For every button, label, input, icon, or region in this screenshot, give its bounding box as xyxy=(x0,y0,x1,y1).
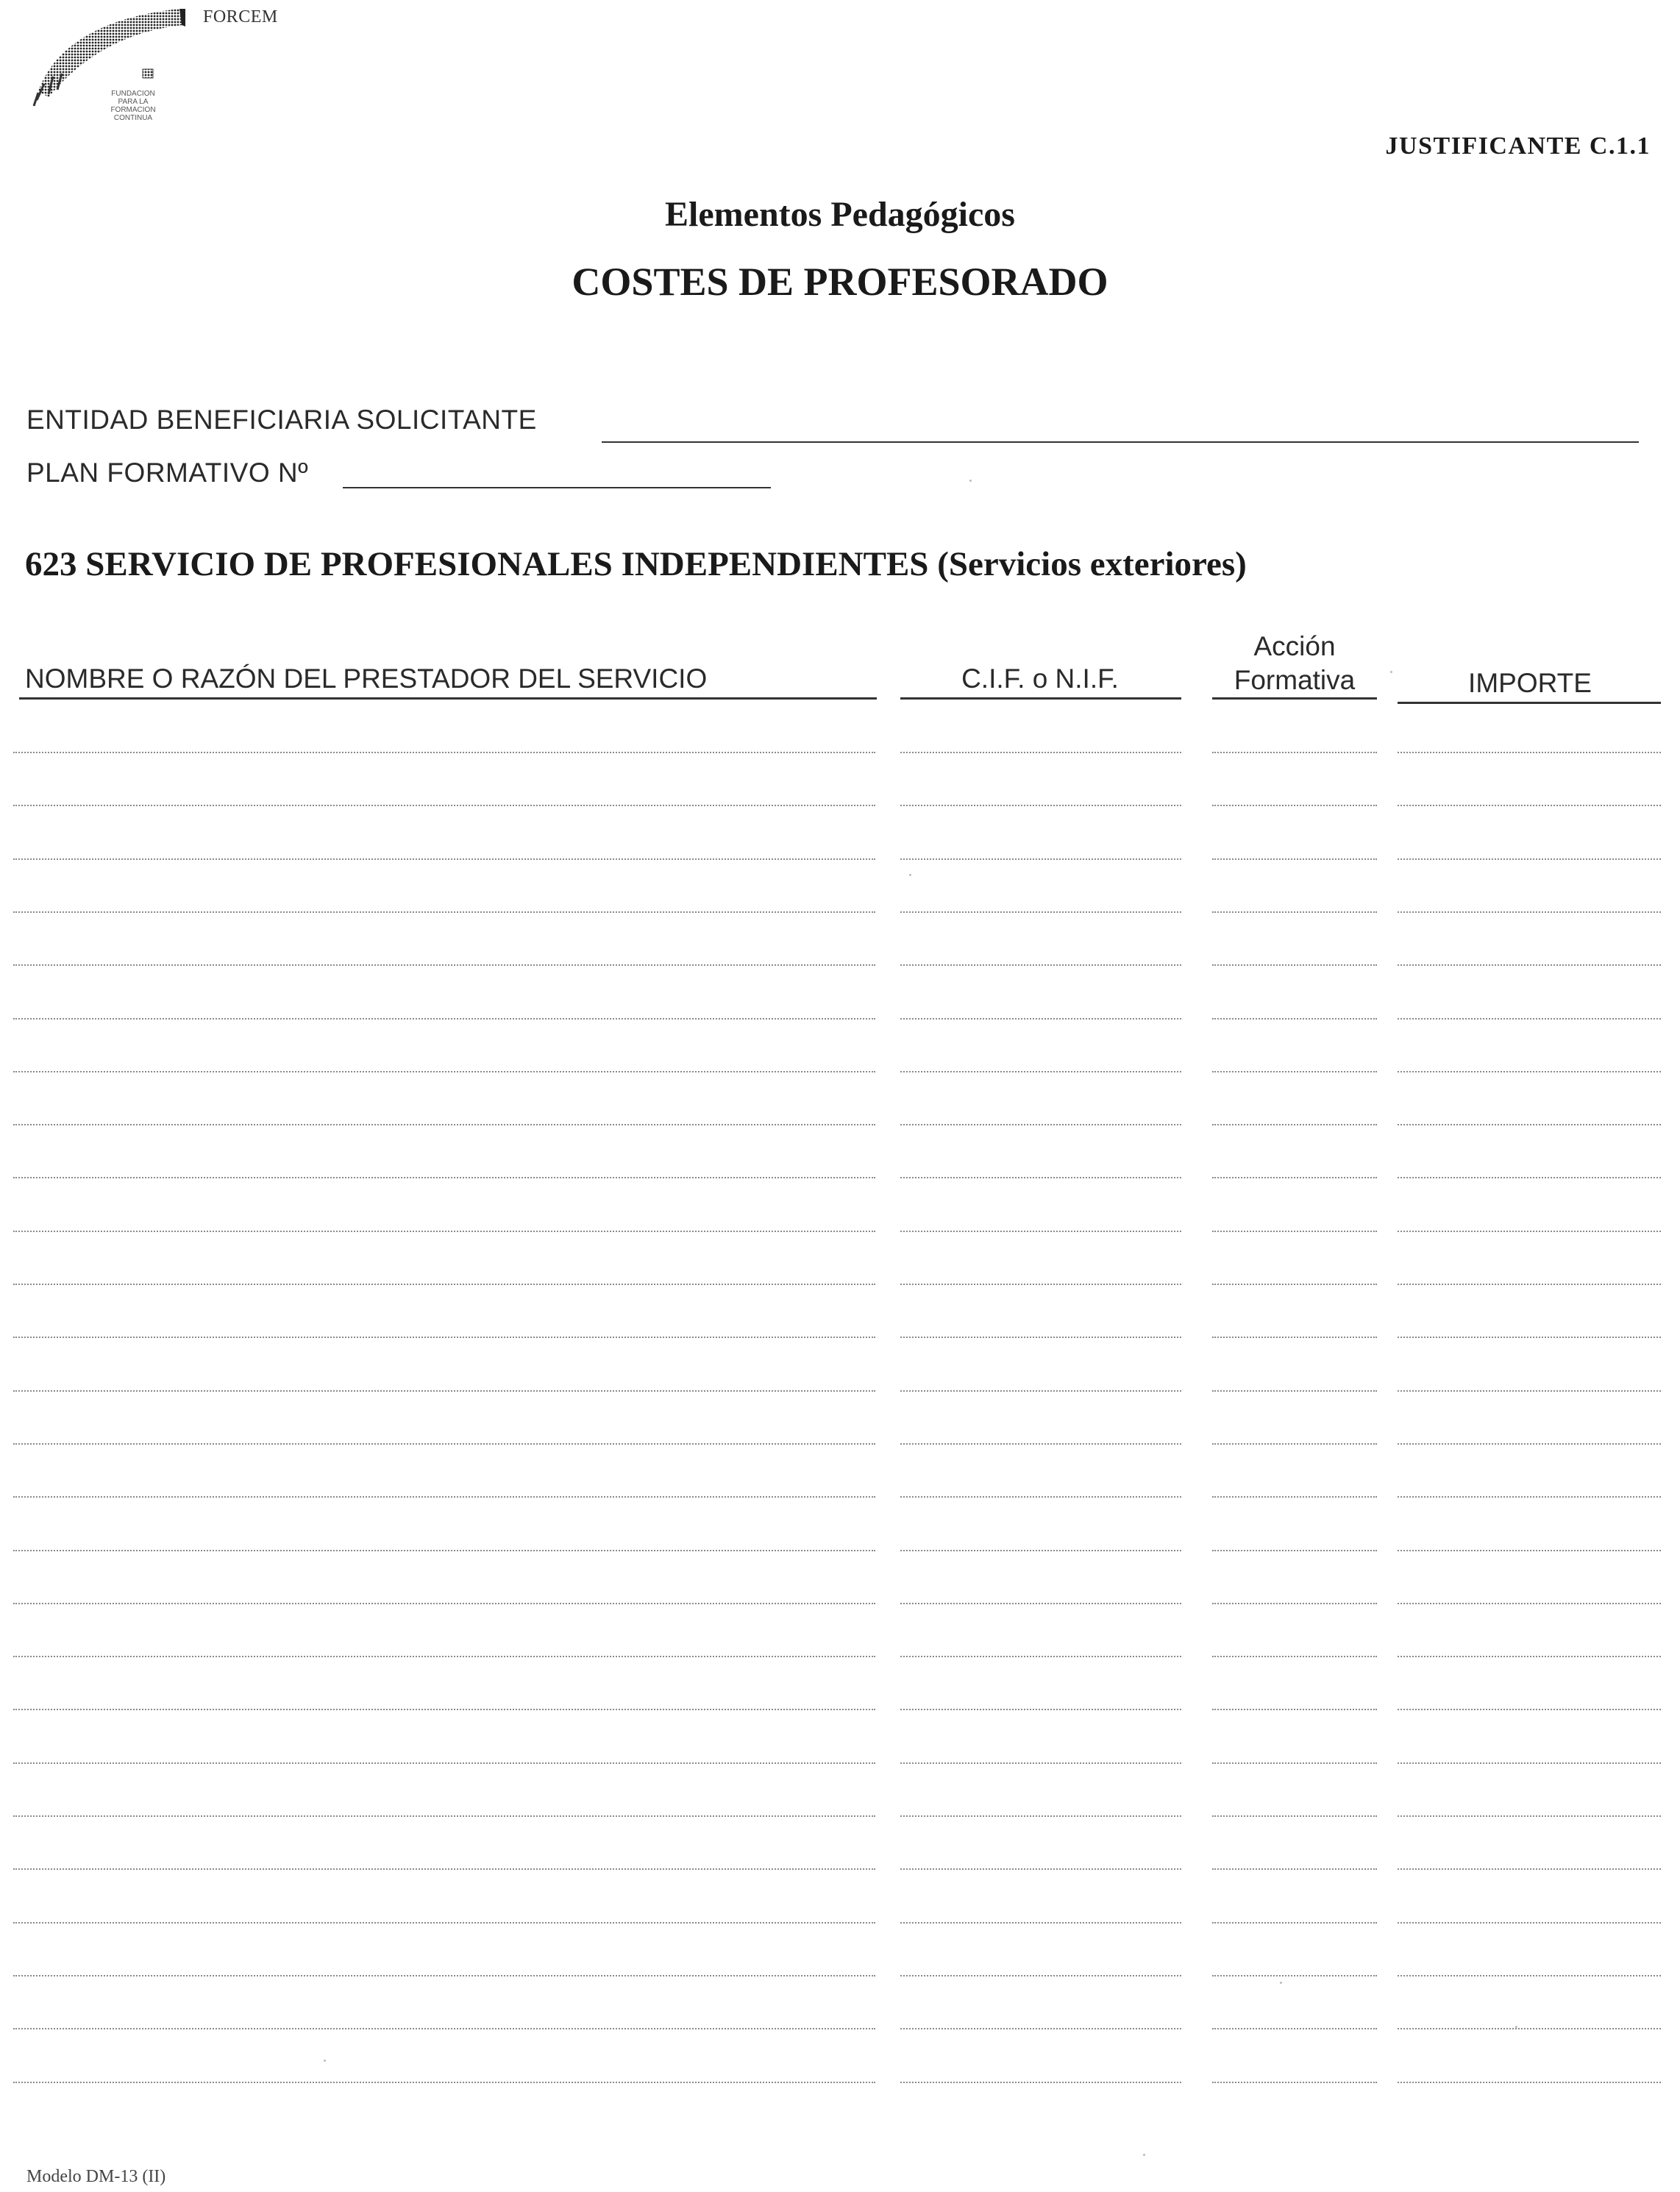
row-line-nombre[interactable] xyxy=(13,1975,875,1976)
row-line-nombre[interactable] xyxy=(13,1922,875,1924)
header-rule-accion xyxy=(1212,697,1377,700)
row-line-accion[interactable] xyxy=(1212,1868,1377,1870)
row-line-cif[interactable] xyxy=(900,1390,1181,1392)
row-line-cif[interactable] xyxy=(900,911,1181,913)
row-line-nombre[interactable] xyxy=(13,2028,875,2029)
row-line-cif[interactable] xyxy=(900,1496,1181,1498)
row-line-cif[interactable] xyxy=(900,1443,1181,1445)
row-line-nombre[interactable] xyxy=(13,1018,875,1020)
row-line-importe[interactable] xyxy=(1398,1656,1661,1657)
row-line-importe[interactable] xyxy=(1398,1975,1661,1976)
row-line-importe[interactable] xyxy=(1398,1337,1661,1338)
row-line-nombre[interactable] xyxy=(13,964,875,966)
logo-subtext-line: CONTINUA xyxy=(113,114,153,122)
row-line-importe[interactable] xyxy=(1398,1071,1661,1072)
column-header-accion-line2: Formativa xyxy=(1234,665,1356,695)
row-line-cif[interactable] xyxy=(900,1868,1181,1870)
row-line-nombre[interactable] xyxy=(13,1177,875,1178)
header-rule-importe xyxy=(1398,702,1661,704)
row-line-cif[interactable] xyxy=(900,2082,1181,2083)
logo-subtext-line: FORMACION xyxy=(110,106,156,114)
row-line-importe[interactable] xyxy=(1398,1496,1661,1498)
row-line-nombre[interactable] xyxy=(13,858,875,860)
row-line-nombre[interactable] xyxy=(13,1443,875,1445)
scan-speck xyxy=(1143,2154,1145,2156)
page-title: COSTES DE PROFESORADO xyxy=(572,260,1108,304)
row-line-nombre[interactable] xyxy=(13,805,875,806)
scan-speck xyxy=(909,874,911,876)
scan-speck xyxy=(1390,671,1392,673)
row-line-nombre[interactable] xyxy=(13,1124,875,1125)
row-line-nombre[interactable] xyxy=(13,1390,875,1392)
row-line-accion[interactable] xyxy=(1212,1337,1377,1338)
row-line-nombre[interactable] xyxy=(13,1709,875,1710)
row-line-importe[interactable] xyxy=(1398,1550,1661,1551)
row-line-nombre[interactable] xyxy=(13,1071,875,1072)
row-line-cif[interactable] xyxy=(900,964,1181,966)
row-line-cif[interactable] xyxy=(900,2028,1181,2029)
row-line-cif[interactable] xyxy=(900,1922,1181,1924)
row-line-nombre[interactable] xyxy=(13,1762,875,1764)
row-line-cif[interactable] xyxy=(900,1603,1181,1604)
row-line-cif[interactable] xyxy=(900,1018,1181,1020)
model-footer: Modelo DM-13 (II) xyxy=(26,2167,166,2186)
row-line-cif[interactable] xyxy=(900,1815,1181,1817)
row-line-nombre[interactable] xyxy=(13,1868,875,1870)
row-line-nombre[interactable] xyxy=(13,752,875,753)
justificante-code: JUSTIFICANTE C.1.1 xyxy=(1385,132,1651,160)
row-line-cif[interactable] xyxy=(900,805,1181,806)
row-line-accion[interactable] xyxy=(1212,1815,1377,1817)
row-line-accion[interactable] xyxy=(1212,752,1377,753)
row-line-importe[interactable] xyxy=(1398,1443,1661,1445)
row-line-importe[interactable] xyxy=(1398,1124,1661,1125)
row-line-accion[interactable] xyxy=(1212,1177,1377,1178)
row-line-cif[interactable] xyxy=(900,1709,1181,1710)
logo-subtext xyxy=(107,90,159,122)
row-line-accion[interactable] xyxy=(1212,1390,1377,1392)
row-line-importe[interactable] xyxy=(1398,964,1661,966)
header-rule-nombre xyxy=(19,697,877,700)
row-line-accion[interactable] xyxy=(1212,805,1377,806)
row-line-importe[interactable] xyxy=(1398,2082,1661,2083)
row-line-accion[interactable] xyxy=(1212,1124,1377,1125)
plan-field[interactable] xyxy=(343,487,771,488)
row-line-cif[interactable] xyxy=(900,1124,1181,1125)
row-line-importe[interactable] xyxy=(1398,1231,1661,1232)
column-header-nombre: NOMBRE O RAZÓN DEL PRESTADOR DEL SERVICIO xyxy=(25,663,708,694)
row-line-accion[interactable] xyxy=(1212,911,1377,913)
row-line-importe[interactable] xyxy=(1398,1868,1661,1870)
row-line-importe[interactable] xyxy=(1398,1018,1661,1020)
scan-speck xyxy=(1515,2026,1517,2028)
scan-speck xyxy=(969,480,972,482)
row-line-nombre[interactable] xyxy=(13,1550,875,1551)
row-line-accion[interactable] xyxy=(1212,1922,1377,1924)
row-line-cif[interactable] xyxy=(900,1177,1181,1178)
logo-name: FORCEM xyxy=(203,7,278,26)
subtitle: Elementos Pedagógicos xyxy=(665,195,1015,234)
row-line-importe[interactable] xyxy=(1398,1177,1661,1178)
row-line-cif[interactable] xyxy=(900,1656,1181,1657)
row-line-importe[interactable] xyxy=(1398,2028,1661,2029)
column-header-cif: C.I.F. o N.I.F. xyxy=(961,663,1119,694)
row-line-importe[interactable] xyxy=(1398,1284,1661,1285)
row-line-cif[interactable] xyxy=(900,858,1181,860)
column-header-accion xyxy=(1212,630,1377,697)
row-line-accion[interactable] xyxy=(1212,1603,1377,1604)
plan-label: PLAN FORMATIVO Nº xyxy=(26,458,309,488)
row-line-importe[interactable] xyxy=(1398,1709,1661,1710)
row-line-importe[interactable] xyxy=(1398,858,1661,860)
row-line-cif[interactable] xyxy=(900,1337,1181,1338)
column-header-importe: IMPORTE xyxy=(1468,668,1592,698)
row-line-cif[interactable] xyxy=(900,1762,1181,1764)
row-line-importe[interactable] xyxy=(1398,1815,1661,1817)
row-line-nombre[interactable] xyxy=(13,1496,875,1498)
row-line-importe[interactable] xyxy=(1398,1762,1661,1764)
row-line-nombre[interactable] xyxy=(13,1603,875,1604)
row-line-accion[interactable] xyxy=(1212,1975,1377,1976)
row-line-accion[interactable] xyxy=(1212,1709,1377,1710)
row-line-accion[interactable] xyxy=(1212,858,1377,860)
row-line-accion[interactable] xyxy=(1212,1231,1377,1232)
row-line-accion[interactable] xyxy=(1212,1018,1377,1020)
row-line-accion[interactable] xyxy=(1212,2028,1377,2029)
header-rule-cif xyxy=(900,697,1181,700)
entidad-label: ENTIDAD BENEFICIARIA SOLICITANTE xyxy=(26,405,537,435)
row-line-accion[interactable] xyxy=(1212,1550,1377,1551)
row-line-cif[interactable] xyxy=(900,1975,1181,1976)
logo-subtext-line: FUNDACION xyxy=(111,90,155,98)
row-line-importe[interactable] xyxy=(1398,911,1661,913)
row-line-accion[interactable] xyxy=(1212,2082,1377,2083)
section-title: 623 SERVICIO DE PROFESIONALES INDEPENDIENTES (Servicios exteriores) xyxy=(25,545,1247,583)
row-line-nombre[interactable] xyxy=(13,1815,875,1817)
row-line-accion[interactable] xyxy=(1212,1071,1377,1072)
row-line-importe[interactable] xyxy=(1398,1390,1661,1392)
row-line-accion[interactable] xyxy=(1212,964,1377,966)
row-line-cif[interactable] xyxy=(900,1231,1181,1232)
row-line-accion[interactable] xyxy=(1212,1656,1377,1657)
row-line-nombre[interactable] xyxy=(13,911,875,913)
row-line-nombre[interactable] xyxy=(13,1337,875,1338)
row-line-nombre[interactable] xyxy=(13,1231,875,1232)
row-line-importe[interactable] xyxy=(1398,752,1661,753)
row-line-nombre[interactable] xyxy=(13,2082,875,2083)
row-line-nombre[interactable] xyxy=(13,1284,875,1285)
scan-speck xyxy=(1280,1982,1282,1984)
row-line-cif[interactable] xyxy=(900,1550,1181,1551)
row-line-accion[interactable] xyxy=(1212,1443,1377,1445)
row-line-importe[interactable] xyxy=(1398,805,1661,806)
row-line-importe[interactable] xyxy=(1398,1603,1661,1604)
logo-subtext-line: PARA LA xyxy=(118,98,149,106)
row-line-accion[interactable] xyxy=(1212,1284,1377,1285)
entidad-field[interactable] xyxy=(602,441,1639,443)
scan-speck xyxy=(324,2060,326,2062)
row-line-accion[interactable] xyxy=(1212,1496,1377,1498)
row-line-accion[interactable] xyxy=(1212,1762,1377,1764)
row-line-cif[interactable] xyxy=(900,1071,1181,1072)
row-line-nombre[interactable] xyxy=(13,1656,875,1657)
row-line-cif[interactable] xyxy=(900,1284,1181,1285)
row-line-cif[interactable] xyxy=(900,752,1181,753)
column-header-accion-line1: Acción xyxy=(1253,631,1336,661)
row-line-importe[interactable] xyxy=(1398,1922,1661,1924)
